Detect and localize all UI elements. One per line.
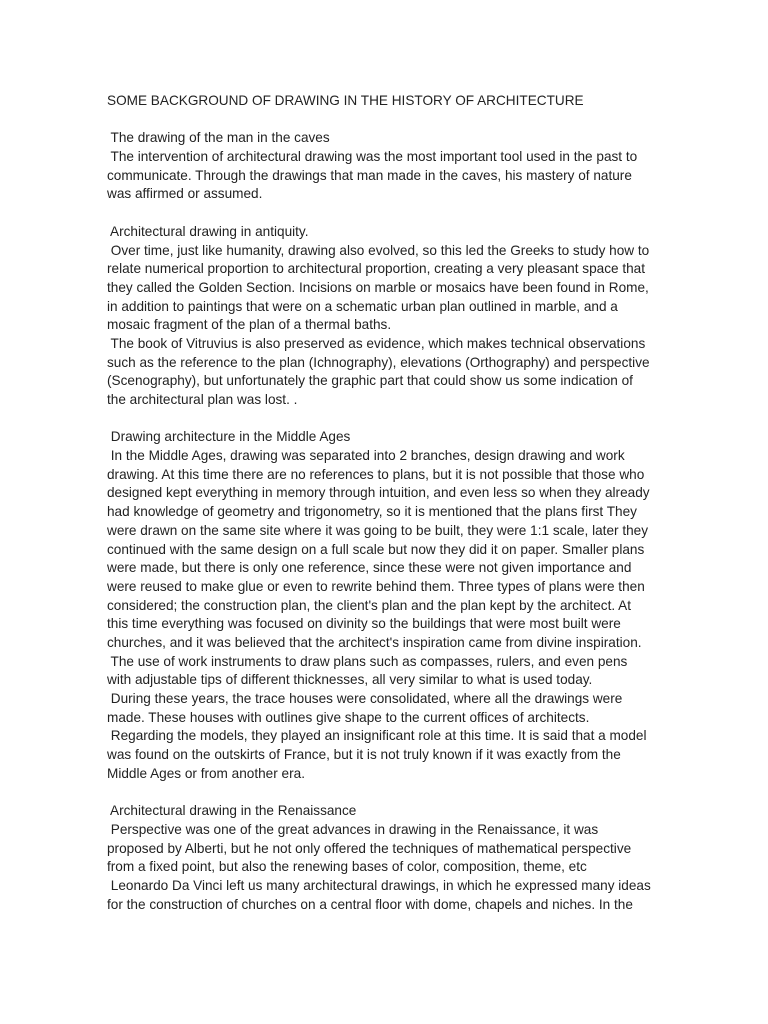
section-heading: Architectural drawing in the Renaissance [107, 803, 357, 819]
section-heading: Architectural drawing in antiquity. [107, 223, 309, 239]
paragraph-line: Regarding the models, they played an insignificant role at this time. It is said that a model [107, 728, 647, 744]
paragraph-line: made. These houses with outlines give shape to the current offices of architects. [107, 709, 590, 725]
paragraph-line: this time everything was focused on divinity so the buildings that were most built were [107, 616, 621, 632]
paragraph-line: from a fixed point, but also the renewing bases of color, composition, theme, etc [107, 859, 587, 875]
paragraph-line: mosaic fragment of the plan of a thermal baths. [107, 317, 392, 333]
section-heading: Drawing architecture in the Middle Ages [107, 429, 351, 445]
paragraph-line: The intervention of architectural drawing was the most important tool used in the past to [107, 149, 638, 165]
paragraph-line: relate numerical proportion to architectural proportion, creating a very pleasant space that [107, 261, 646, 277]
paragraph-line: churches, and it was believed that the architect's inspiration came from divine inspiration. [107, 634, 642, 650]
paragraph-line: they called the Golden Section. Incisions on marble or mosaics have been found in Rome, [107, 279, 649, 295]
paragraph-line: were made, but there is only one reference, since these were not given importance and [107, 560, 632, 576]
text-section [107, 129, 667, 204]
paragraph-line: continued with the same design on a full scale but now they did it on paper. Smaller plans [107, 541, 645, 557]
paragraph-line: were drawn on the same site where it was going to be built, they were 1:1 scale, later they [107, 522, 649, 538]
paragraph-line: Perspective was one of the great advances in drawing in the Renaissance, it was [107, 821, 599, 837]
paragraph-line: was affirmed or assumed. [107, 186, 263, 202]
paragraph-line: considered; the construction plan, the client's plan and the plan kept by the architect. At [107, 597, 632, 613]
paragraph-line: in addition to paintings that were on a schematic urban plan outlined in marble, and a [107, 298, 618, 314]
paragraph-line: proposed by Alberti, but he not only offered the techniques of mathematical perspective [107, 840, 632, 856]
paragraph-line: drawing. At this time there are no references to plans, but it is not possible that those who [107, 466, 645, 482]
paragraph-line: designed kept everything in memory through intuition, and even less so when they already [107, 485, 650, 501]
paragraph-line: communicate. Through the drawings that man made in the caves, his mastery of nature [107, 167, 632, 183]
text-section [107, 802, 667, 914]
paragraph-line: had knowledge of geometry and trigonometry, so it is mentioned that the plans first They [107, 504, 637, 520]
text-section [107, 223, 667, 410]
paragraph-line: for the construction of churches on a central floor with dome, chapels and niches. In the [107, 896, 633, 912]
paragraph-line: The book of Vitruvius is also preserved as evidence, which makes technical observations [107, 335, 646, 351]
paragraph-line: Leonardo Da Vinci left us many architectural drawings, in which he expressed many ideas [107, 877, 651, 893]
paragraph-line: The use of work instruments to draw plans such as compasses, rulers, and even pens [107, 653, 628, 669]
paragraph-line: During these years, the trace houses were consolidated, where all the drawings were [107, 691, 623, 706]
paragraph-line: Over time, just like humanity, drawing also evolved, so this led the Greeks to study how to [107, 242, 650, 258]
document-page [107, 92, 667, 914]
paragraph-line: In the Middle Ages, drawing was separated into 2 branches, design drawing and work [107, 448, 625, 464]
paragraph-line: was found on the outskirts of France, but it is not truly known if it was exactly from the [107, 747, 621, 763]
document-title: SOME BACKGROUND OF DRAWING IN THE HISTORY OF ARCHITECTURE [107, 93, 584, 108]
text-section [107, 428, 667, 783]
paragraph-line: were reused to make glue or even to rewrite behind them. Three types of plans were then [107, 578, 645, 594]
paragraph-line: such as the reference to the plan (Ichnography), elevations (Orthography) and perspective [107, 354, 650, 370]
paragraph-line: Middle Ages or from another era. [107, 765, 305, 781]
paragraph-line: the architectural plan was lost. . [107, 392, 298, 407]
paragraph-line: (Scenography), but unfortunately the graphic part that could show us some indication of [107, 373, 633, 389]
paragraph-line: with adjustable tips of different thicknesses, all very similar to what is used today. [107, 672, 593, 688]
section-heading: The drawing of the man in the caves [107, 130, 330, 146]
document-body [107, 129, 667, 914]
